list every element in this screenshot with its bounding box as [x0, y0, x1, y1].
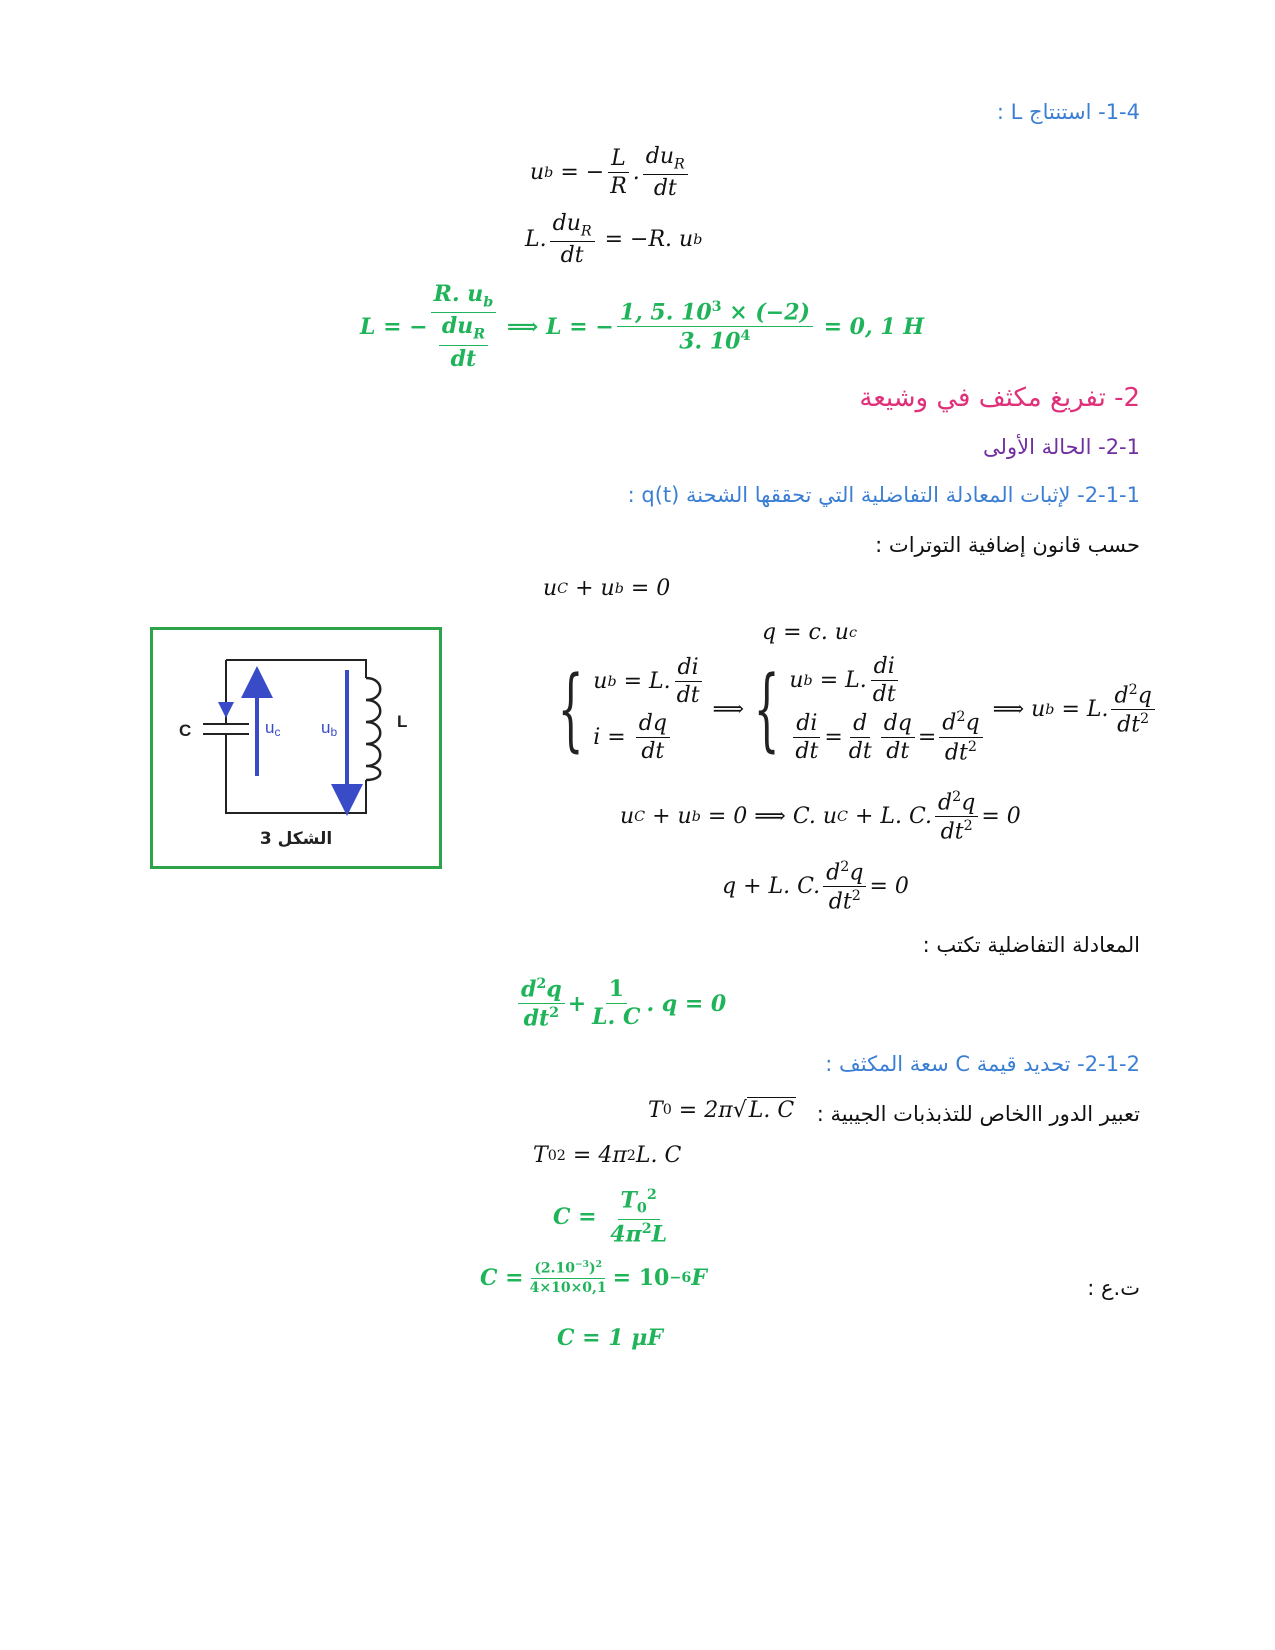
heading-2-1: 2-1- الحالة الأولى — [983, 435, 1140, 459]
coil-icon — [366, 678, 380, 780]
C-num-exp: −3 — [575, 1259, 589, 1270]
equation-system: { u b = L. $\frac{di}{dt}$ i = $\frac{dq}{dt}$ ⟹ { u b = L. $\frac{di}{dt}$ $\frac{di}{dt}$ = $\frac{d}{dt}$ $\frac{dq}{dt}$ = $\frac{d^2q}{dt^2}$ ⟹ u b = L. $\frac{d^2q}{dt^2}$ — [548, 655, 1158, 764]
circuit-wires — [203, 660, 366, 813]
heading-1-4: 1-4- استنتاج L : — [996, 100, 1140, 124]
L-exp: 3 — [711, 299, 722, 316]
label-uc: uc — [265, 718, 281, 739]
C-result: = 10 — [612, 1265, 670, 1292]
C-den: 4×10×0,1 — [529, 1280, 607, 1297]
diff-eq-text: المعادلة التفاضلية تكتب : — [922, 933, 1140, 957]
equation-C-numeric: C = $\frac{(2.10^{-3})^2}{4\times 10\times 0,1}$ = 10 −6 F — [480, 1259, 707, 1297]
label-C: C — [179, 721, 192, 740]
L-factor: × (−2) — [721, 299, 810, 326]
C-result-exp: −6 — [669, 1270, 692, 1287]
heading-2-1-2: 2-1-2- تحديد قيمة C سعة المكثف : — [825, 1052, 1140, 1076]
equation-diff-result: $\frac{d^2q}{dt^2}$ + $\frac{1}{L. C}$ . q = 0 — [515, 977, 726, 1031]
L-numerator: 1, 5. 10 — [619, 299, 712, 326]
equation-C-final: C = 1 μF — [557, 1325, 663, 1351]
L-denominator: 3. 10 — [679, 328, 741, 355]
equation-L-result: L = − $\frac{R. u_b}{\frac{du_R}{dt}}$ ⟹ L = − $\frac{1, 5. 10^3 \times (-2)}{3. 10^4}$ = 0, 1 H — [360, 281, 925, 372]
circuit-figure — [150, 627, 442, 869]
L-result: = 0, 1 H — [823, 313, 925, 340]
lc-circuit-diagram — [153, 630, 439, 866]
equation-ub-dur: u b = − $\frac{L}{R}$ . $\frac{du_R}{dt}$ — [530, 145, 691, 200]
label-ub: ub — [321, 718, 338, 739]
equation-C-formula: C = $\frac{T_0^2}{4\pi^2L}$ — [553, 1187, 668, 1248]
equation-T0: T 0 = 2π √ L. C — [648, 1097, 795, 1123]
equation-q-cuc: q = c. u c — [762, 620, 857, 645]
L-den-exp: 4 — [740, 328, 751, 345]
label-L: L — [397, 712, 408, 731]
equation-L-dur: L. $\frac{du_R}{dt}$ = −R. u b — [525, 211, 703, 269]
equation-uc-ub-zero: u C + u b = 0 — [543, 576, 671, 601]
equation-LC-sum: u C + u b = 0 ⟹ C. u C + L. C. $\frac{d^2q}{dt^2}$ = 0 — [620, 789, 1021, 845]
heading-2: 2- تفريغ مكثف في وشيعة — [859, 383, 1140, 413]
heading-2-1-1: 2-1-1- لإثبات المعادلة التفاضلية التي تحققها الشحنة q(t) : — [627, 483, 1140, 507]
equation-T0-squared: T 0 2 = 4π 2 L. C — [533, 1143, 682, 1168]
equation-q-LC: q + L. C. $\frac{d^2q}{dt^2}$ = 0 — [722, 859, 909, 915]
C-num-inner: (2.10 — [534, 1260, 576, 1277]
period-expression-text: تعبير الدور االخاص للتذبذبات الجيبية : — [816, 1102, 1140, 1126]
numeric-application-label: ت.ع : — [1087, 1276, 1140, 1300]
figure-caption: الشكل 3 — [259, 829, 333, 849]
law-text: حسب قانون إضافية التوترات : — [875, 533, 1140, 557]
